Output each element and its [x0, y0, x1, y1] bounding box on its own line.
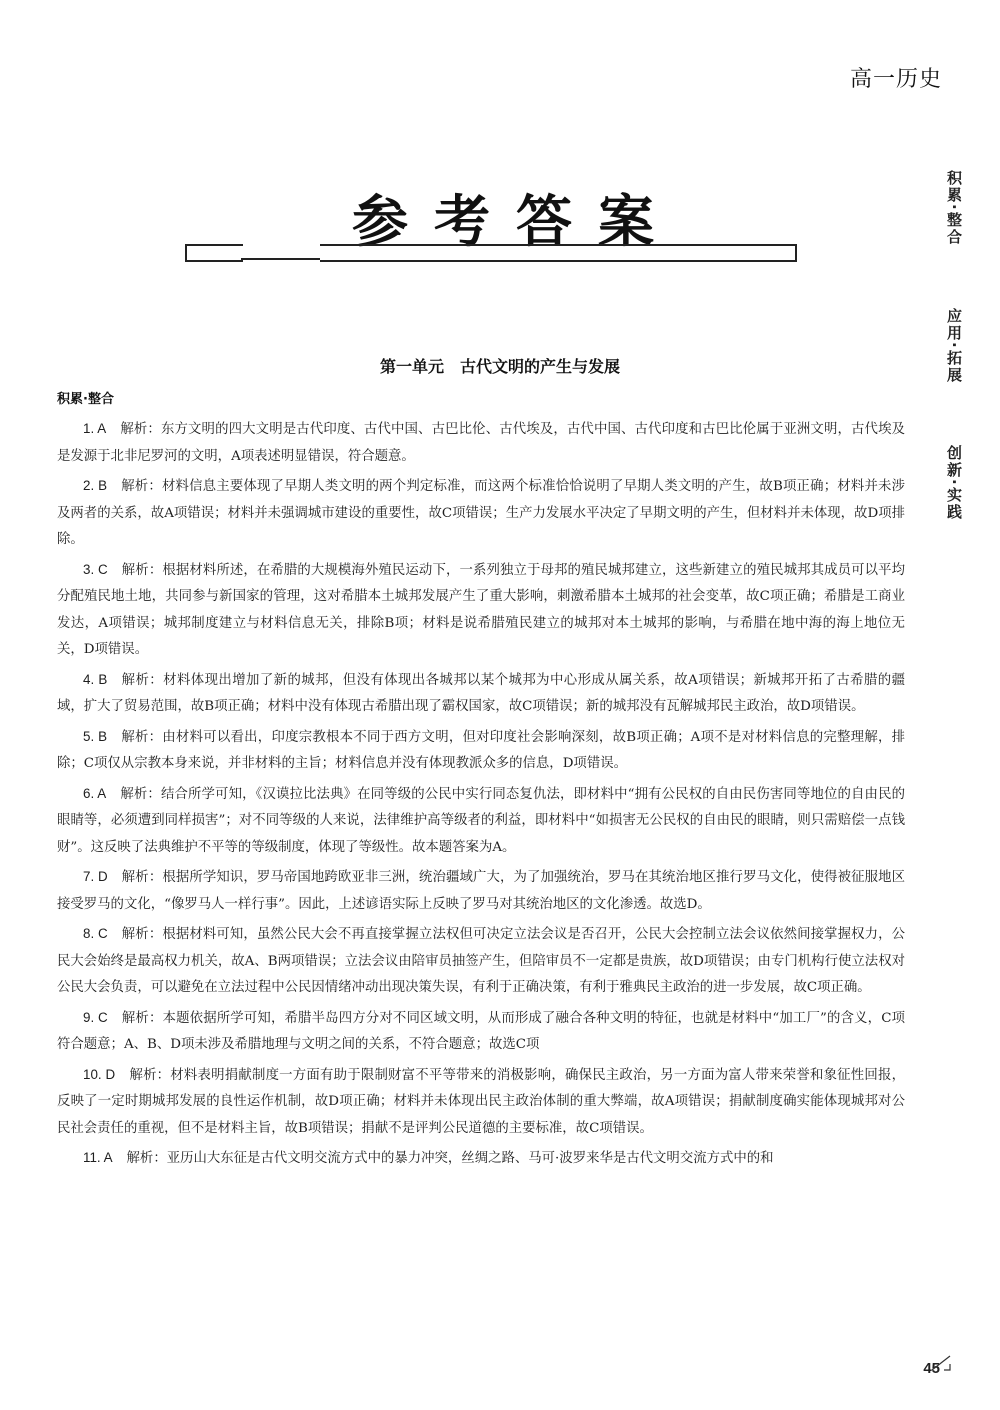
page-corner-mark-icon [930, 1352, 952, 1374]
answer-label: 解析： [121, 927, 163, 942]
answer-text: 根据材料可知，虽然公民大会不再直接掌握立法权但可决定立法会议是否召开，公民大会控制立法会议依然间接掌握权力，公民大会始终是最高权力机关，故A、B两项错误；立法会议由陪审员抽签产生，但陪审员不一定都是贵族，故D项错误；由专门机构行使立法权对公民大会负责，可以避免在立法过程中公民因情绪冲动出现决策失误，有利于正确决策，有利于雅典民主政治的进一步发展，故C项正确。 [57, 927, 906, 995]
answer-number: 5. B [83, 728, 108, 744]
answer-label: 解析： [121, 562, 163, 578]
answer-item [57, 416, 905, 470]
answer-item [57, 1145, 905, 1173]
answer-text: 由材料可以看出，印度宗教根本不同于西方文明，但对印度社会影响深刻，故B项正确；A项不是对材料信息的完整理解，排除；C项仅从宗教本身来说，并非材料的主旨；材料信息并没有体现教派众多的信息，D项错误。 [57, 729, 905, 771]
answer-text: 亚历山大东征是古代文明交流方式中的暴力冲突，丝绸之路、马可·波罗来华是古代文明交流方式中的和 [166, 1151, 774, 1166]
answer-text: 结合所学可知，《汉谟拉比法典》在同等级的公民中实行同态复仇法，即材料中“拥有公民权的自由民伤害同等地位的自由民的眼睛等，必须遭到同样损害”；对不同等级的人来说，法律维护高等级者的利益，即材料中“如损害无公民权的自由民的眼睛，则只需赔偿一点钱财”。这反映了法典维护不平等的等级制度，体现了等级性。故本题答案为A。 [57, 786, 905, 855]
answer-label: 解析： [121, 870, 163, 885]
side-tab-innovate: 创新·实践 [945, 445, 963, 522]
answer-number: 8. C [83, 926, 108, 941]
answer-text: 根据材料所述，在希腊的大规模海外殖民运动下，一系列独立于母邦的殖民城邦建立，这些新建立的殖民城邦其成员可以平均分配殖民地土地，共同参与新国家的管理，这对希腊本土城邦发展产生了重大影响，刺激希腊本土城邦的社会变革，故C项正确；希腊是工商业发达，A项错误；城邦制度建立与材料信息无关，排除B项；材料是说希腊殖民建立的城邦对本土城邦的影响，与希腊在地中海的海上地位无关，D项错误。 [57, 562, 906, 657]
answer-number: 4. B [83, 671, 108, 687]
title-decoration-left [185, 244, 243, 262]
answer-number: 9. C [83, 1009, 108, 1025]
answer-item [57, 667, 905, 721]
answer-label: 解析： [121, 1010, 163, 1026]
answer-text: 材料体现出增加了新的城邦，但没有体现出各城邦以某个城邦为中心形成从属关系，故A项错误；新城邦开拓了古希腊的疆域，扩大了贸易范围，故B项正确；材料中没有体现古希腊出现了霸权国家，故C项错误；新的城邦没有瓦解城邦民主政治，故D项错误。 [57, 672, 905, 714]
answer-text: 根据所学知识，罗马帝国地跨欧亚非三洲，统治疆域广大，为了加强统治，罗马在其统治地区推行罗马文化，使得被征服地区接受罗马的文化，“像罗马人一样行事”。因此，上述谚语实际上反映了罗马对其统治地区的文化渗透。故选D。 [57, 870, 906, 912]
side-tab-apply: 应用·拓展 [945, 307, 963, 384]
answer-label: 解析： [120, 786, 161, 802]
answer-number: 7. D [83, 869, 108, 884]
answer-label: 解析： [121, 479, 162, 494]
answer-number: 6. A [83, 785, 107, 801]
answer-item [57, 781, 905, 862]
answer-item [57, 724, 905, 778]
answer-label: 解析： [129, 1067, 171, 1083]
answer-number: 2. B [83, 478, 108, 493]
page-title: 参考答案 [352, 190, 680, 255]
unit-title: 第一单元 古代文明的产生与发展 [379, 357, 620, 376]
side-tab-accumulate: 积累·整合 [945, 170, 963, 246]
answer-label: 解析： [121, 672, 164, 688]
answer-label: 解析： [120, 422, 161, 437]
answer-label: 解析： [126, 1151, 167, 1166]
answer-item [57, 864, 905, 918]
answer-item [57, 473, 905, 554]
answer-number: 10. D [83, 1066, 116, 1082]
answer-item [57, 1005, 905, 1059]
answer-number: 3. C [83, 561, 108, 577]
answer-text: 本题依据所学可知，希腊半岛四方分对不同区域文明，从而形成了融合各种文明的特征，也就是材料中“加工厂”的含义，C项符合题意；A、B、D项未涉及希腊地理与文明之间的关系，不符合题意；故选C项 [57, 1010, 906, 1052]
answer-label: 解析： [121, 729, 163, 745]
answer-number: 1. A [83, 421, 107, 436]
title-decoration-mid [241, 258, 320, 260]
answer-item [57, 921, 905, 1002]
answer-item [57, 1062, 905, 1143]
answer-text: 材料信息主要体现了早期人类文明的两个判定标准，而这两个标准恰恰说明了早期人类文明的产生，故B项正确；材料并未涉及两者的关系，故A项错误；材料并未强调城市建设的重要性，故C项错误；生产力发展水平决定了早期文明的产生，但材料并未体现，故D项排除。 [57, 479, 905, 547]
answer-item [57, 557, 905, 664]
subject-header: 高一历史 [849, 67, 942, 92]
title-decoration-right [320, 244, 797, 262]
answer-text: 东方文明的四大文明是古代印度、古代中国、古巴比伦、古代埃及，古代中国、古代印度和古巴比伦属于亚洲文明，古代埃及是发源于北非尼罗河的文明，A项表述明显错误，符合题意。 [57, 422, 905, 464]
answer-number: 11. A [83, 1150, 113, 1165]
answer-list [57, 416, 905, 1176]
page-number: 45 [923, 1360, 940, 1377]
answer-text: 材料表明捐献制度一方面有助于限制财富不平等带来的消极影响，确保民主政治，另一方面为富人带来荣誉和象征性回报，反映了一定时期城邦发展的良性运作机制，故D项正确；材料并未体现出民主政治体制的重大弊端，故A项错误；捐献制度确实能体现城邦对公民社会责任的重视，但不是材料主旨，故B项错误；捐献不是评判公民道德的主要标准，故C项错误。 [57, 1067, 906, 1136]
section-label: 积累·整合 [57, 392, 114, 407]
